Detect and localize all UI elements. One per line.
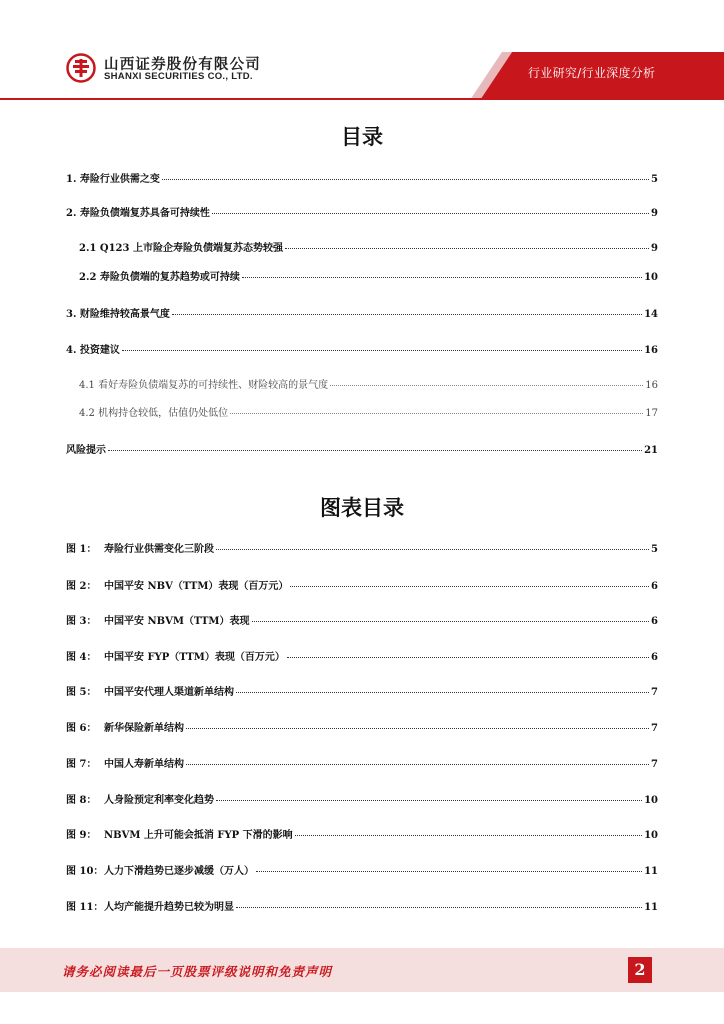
figure-item-label xyxy=(66,791,214,806)
figure-leader-dots xyxy=(252,613,650,622)
figure-item-number: 图 10： xyxy=(66,866,104,877)
page-header xyxy=(0,0,724,100)
figure-item-title: 中国平安代理人渠道新单结构 xyxy=(104,687,234,698)
toc-item-label: 3. 财险维持较高景气度 xyxy=(66,309,170,320)
toc-item[interactable] xyxy=(79,268,658,282)
toc-leader-dots xyxy=(122,342,642,351)
figure-item-page: 5 xyxy=(651,544,658,555)
figure-item-label xyxy=(66,755,184,770)
figure-leader-dots xyxy=(256,863,642,872)
figure-item-number: 图 9： xyxy=(66,830,97,841)
figure-item-page: 7 xyxy=(651,687,658,698)
figure-item-label xyxy=(66,683,234,698)
figure-item-title: 中国平安 NBVM（TTM）表现 xyxy=(104,616,250,627)
toc-item-label: 2. 寿险负债端复苏具备可持续性 xyxy=(66,208,210,219)
toc-item[interactable] xyxy=(79,239,658,253)
figure-leader-dots xyxy=(290,578,649,587)
figure-item-label xyxy=(66,826,293,841)
toc-item[interactable] xyxy=(79,404,658,418)
figure-leader-dots xyxy=(186,720,649,729)
report-category: 行业研究/行业深度分析 xyxy=(528,66,656,80)
figure-leader-dots xyxy=(236,684,649,693)
figure-item-page: 11 xyxy=(644,902,658,913)
toc-item-page: 10 xyxy=(644,272,658,283)
figure-item-page: 6 xyxy=(651,581,658,592)
toc-item[interactable] xyxy=(79,376,658,390)
figure-item[interactable] xyxy=(66,755,658,769)
toc-leader-dots xyxy=(172,306,642,315)
toc-item[interactable] xyxy=(66,170,658,184)
toc-leader-dots xyxy=(230,405,643,414)
toc-item-page: 17 xyxy=(645,408,658,419)
figure-item-page: 7 xyxy=(651,723,658,734)
figure-item[interactable] xyxy=(66,683,658,697)
toc-item[interactable] xyxy=(66,441,658,455)
toc-leader-dots xyxy=(108,442,642,451)
figure-item-number: 图 4： xyxy=(66,652,97,663)
header-banner xyxy=(0,0,724,100)
figure-leader-dots xyxy=(295,827,642,836)
figure-item-title: 中国人寿新单结构 xyxy=(104,759,184,770)
toc-item-page: 21 xyxy=(644,445,658,456)
figure-item-page: 10 xyxy=(644,830,658,841)
toc-leader-dots xyxy=(162,171,649,180)
company-name-en: SHANXI SECURITIES CO., LTD. xyxy=(104,71,253,82)
figure-item-title: 寿险行业供需变化三阶段 xyxy=(104,544,214,555)
toc-item[interactable] xyxy=(66,204,658,218)
figure-leader-dots xyxy=(287,649,649,658)
toc-item-label: 2.1 Q123 上市险企寿险负债端复苏态势较强 xyxy=(79,243,283,254)
figure-leader-dots xyxy=(186,756,649,765)
figure-leader-dots xyxy=(216,541,649,550)
figure-leader-dots xyxy=(216,792,642,801)
toc-item-label: 4. 投资建议 xyxy=(66,345,120,356)
toc-leader-dots xyxy=(212,205,649,214)
toc-title: 目录 xyxy=(341,125,383,149)
toc-item-page: 5 xyxy=(651,174,658,185)
figure-item-page: 7 xyxy=(651,759,658,770)
figure-item-number: 图 1： xyxy=(66,544,97,555)
figure-item-page: 6 xyxy=(651,652,658,663)
toc-item-page: 16 xyxy=(645,380,658,391)
figure-item-number: 图 5： xyxy=(66,687,97,698)
footer-disclaimer: 请务必阅读最后一页股票评级说明和免责声明 xyxy=(62,964,333,979)
company-name-cn: 山西证券股份有限公司 xyxy=(104,57,261,73)
toc-item-label: 风险提示 xyxy=(66,445,106,456)
figure-item-page: 11 xyxy=(644,866,658,877)
figure-item-title: NBVM 上升可能会抵消 FYP 下滑的影响 xyxy=(104,830,293,841)
toc-item-label: 4.1 看好寿险负债端复苏的可持续性、财险较高的景气度 xyxy=(79,380,329,391)
figure-item-label xyxy=(66,862,254,877)
figure-item-label xyxy=(66,540,214,555)
figure-item[interactable] xyxy=(66,648,658,662)
toc-item[interactable] xyxy=(66,341,658,355)
figure-item-number: 图 8： xyxy=(66,795,97,806)
toc-item[interactable] xyxy=(66,305,658,319)
toc-item-page: 9 xyxy=(651,208,658,219)
page-number: 2 xyxy=(628,957,652,983)
figure-item-label xyxy=(66,719,184,734)
figure-item[interactable] xyxy=(66,577,658,591)
toc-item-page: 14 xyxy=(644,309,658,320)
figure-item[interactable] xyxy=(66,540,658,554)
figure-item[interactable] xyxy=(66,612,658,626)
toc-item-label: 4.2 机构持仓较低，估值仍处低位 xyxy=(79,408,229,419)
toc-item-page: 9 xyxy=(651,243,658,254)
figure-item-number: 图 6： xyxy=(66,723,97,734)
company-logo-icon xyxy=(66,53,96,83)
figure-item-label xyxy=(66,612,250,627)
figure-item-label xyxy=(66,648,285,663)
figure-item[interactable] xyxy=(66,719,658,733)
figure-item-number: 图 11： xyxy=(66,902,104,913)
figure-item-page: 10 xyxy=(644,795,658,806)
figure-item-title: 人均产能提升趋势已较为明显 xyxy=(104,902,234,913)
toc-item-label: 1. 寿险行业供需之变 xyxy=(66,174,160,185)
figure-leader-dots xyxy=(236,899,642,908)
figure-item-label xyxy=(66,577,288,592)
figure-item-title: 人身险预定利率变化趋势 xyxy=(104,795,214,806)
figure-item[interactable] xyxy=(66,826,658,840)
toc-item-label: 2.2 寿险负债端的复苏趋势或可持续 xyxy=(79,272,240,283)
figure-item[interactable] xyxy=(66,791,658,805)
figure-item-title: 新华保险新单结构 xyxy=(104,723,184,734)
toc-leader-dots xyxy=(285,240,649,249)
figure-item-number: 图 7： xyxy=(66,759,97,770)
toc-leader-dots xyxy=(242,269,642,278)
toc-item-page: 16 xyxy=(644,345,658,356)
figure-item-page: 6 xyxy=(651,616,658,627)
toc-leader-dots xyxy=(330,377,643,386)
figure-item[interactable] xyxy=(66,862,658,876)
figure-item-number: 图 2： xyxy=(66,581,97,592)
figure-item-title: 人力下滑趋势已逐步减缓（万人） xyxy=(104,866,254,877)
figure-item-title: 中国平安 FYP（TTM）表现（百万元） xyxy=(104,652,285,663)
figure-item-title: 中国平安 NBV（TTM）表现（百万元） xyxy=(104,581,289,592)
figure-item-number: 图 3： xyxy=(66,616,97,627)
figure-item-label xyxy=(66,898,234,913)
figures-title: 图表目录 xyxy=(320,496,404,520)
figure-item[interactable] xyxy=(66,898,658,912)
